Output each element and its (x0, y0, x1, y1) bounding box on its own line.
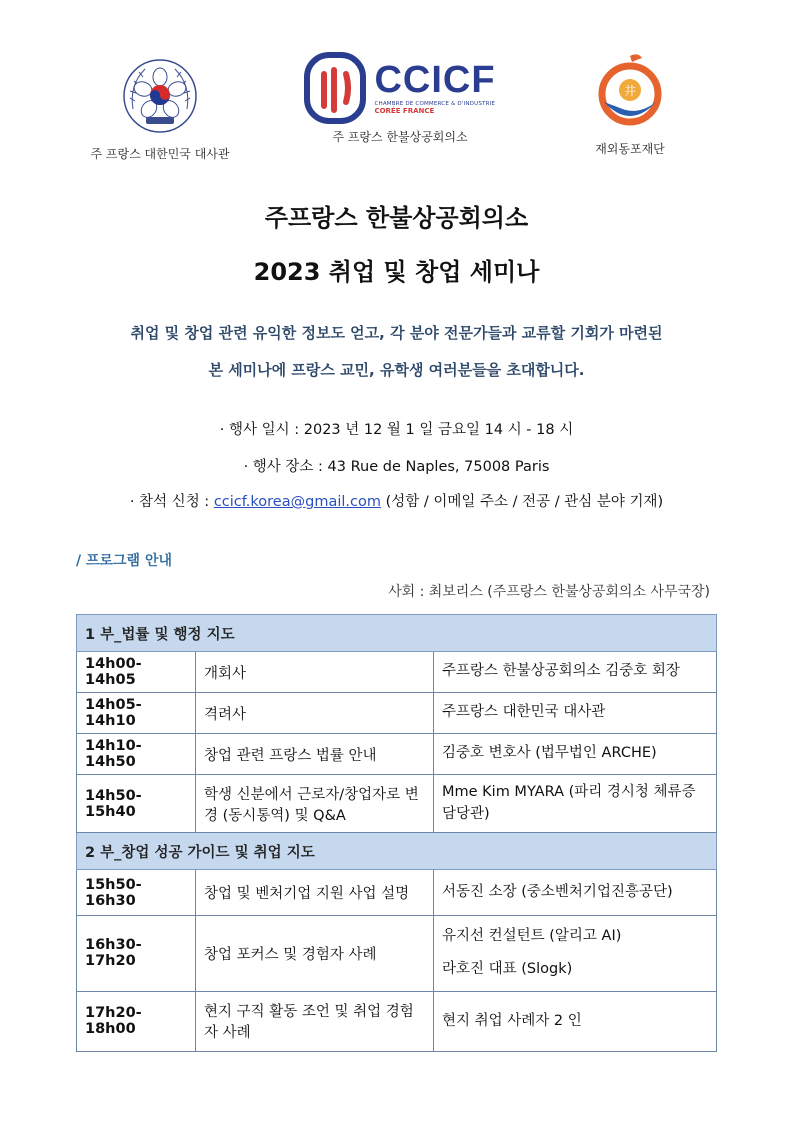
session-time: 14h00-14h05 (77, 652, 196, 693)
session-topic: 학생 신분에서 근로자/창업자로 변경 (동시통역) 및 Q&A (196, 775, 434, 833)
session-time: 15h50-16h30 (77, 870, 196, 916)
ccicf-emblem-icon (304, 52, 366, 124)
session-speaker: Mme Kim MYARA (파리 경시청 체류증 담당관) (434, 775, 717, 833)
part-header-row (77, 615, 717, 652)
session-speakers (434, 916, 717, 992)
event-place-value: 43 Rue de Naples, 75008 Paris (327, 459, 550, 475)
session-speaker: 유지선 컨설턴트 (알리고 AI) (442, 928, 622, 944)
session-topic: 현지 구직 활동 조언 및 취업 경험자 사례 (196, 991, 434, 1051)
intro-line-1: 취업 및 창업 관련 유익한 정보도 얻고, 각 분야 전문가들과 교류할 기회가 마련된 (130, 324, 663, 342)
session-topic: 창업 및 벤처기업 지원 사업 설명 (196, 870, 434, 916)
event-date (0, 418, 793, 439)
session-speaker: 주프랑스 대한민국 대사관 (434, 693, 717, 734)
ccicf-wordmark: CCICF (374, 58, 496, 101)
session-speaker: 라호진 대표 (Slogk) (442, 961, 573, 978)
okf-logo-block (560, 50, 700, 157)
event-registration (0, 490, 793, 511)
register-label: · 참석 신청 : (129, 494, 210, 510)
session-time: 17h20-18h00 (77, 991, 196, 1051)
ccicf-caption: 주 프랑스 한불상공회의소 (332, 130, 468, 144)
korea-embassy-emblem-icon (119, 55, 201, 137)
event-place-label: · 행사 장소 : (243, 459, 323, 475)
register-note: (성함 / 이메일 주소 / 전공 / 관심 분야 기재) (385, 494, 664, 510)
event-date-value: 2023 년 12 월 1 일 금요일 14 시 - 18 시 (303, 422, 574, 438)
svg-text:井: 井 (623, 84, 637, 98)
register-email-link[interactable]: ccicf.korea@gmail.com (213, 494, 381, 510)
table-row (77, 916, 717, 992)
embassy-logo-block (80, 55, 240, 162)
session-topic: 격려사 (196, 693, 434, 734)
okf-caption: 재외동포재단 (595, 142, 665, 156)
intro-line-2: 본 세미나에 프랑스 교민, 유학생 여러분들을 초대합니다. (208, 361, 585, 379)
session-time: 16h30-17h20 (77, 916, 196, 992)
table-row (77, 652, 717, 693)
table-row (77, 775, 717, 833)
session-topic: 창업 관련 프랑스 법률 안내 (196, 734, 434, 775)
page-title-line-1: 주프랑스 한불상공회의소 (264, 204, 529, 232)
table-row (77, 870, 717, 916)
event-date-label: · 행사 일시 : (219, 422, 300, 438)
session-time: 14h10-14h50 (77, 734, 196, 775)
session-speaker: 주프랑스 한불상공회의소 김중호 회장 (434, 652, 717, 693)
table-row (77, 734, 717, 775)
session-topic: 창업 포커스 및 경험자 사례 (196, 916, 434, 992)
ccicf-logo-block (290, 52, 510, 145)
session-speaker: 김중호 변호사 (법무법인 ARCHE) (434, 734, 717, 775)
session-speaker: 서동진 소장 (중소벤처기업진흥공단) (434, 870, 717, 916)
session-time: 14h50-15h40 (77, 775, 196, 833)
session-speaker: 현지 취업 사례자 2 인 (434, 991, 717, 1051)
moderator-line: 사회 : 최보리스 (주프랑스 한불상공회의소 사무국장) (388, 584, 710, 600)
table-row (77, 693, 717, 734)
page-title-line-2: 2023 취업 및 창업 세미나 (253, 258, 540, 286)
part-2-title: 2 부_창업 성공 가이드 및 취업 지도 (77, 833, 717, 870)
program-heading: / 프로그램 안내 (76, 553, 173, 569)
ccicf-subtitle-2: CORÉE FRANCE (374, 107, 435, 116)
part-header-row (77, 833, 717, 870)
session-time: 14h05-14h10 (77, 693, 196, 734)
part-1-title: 1 부_법률 및 행정 지도 (77, 615, 717, 652)
ccicf-logo (290, 52, 510, 124)
table-row (77, 991, 717, 1051)
program-table (76, 614, 717, 1052)
overseas-koreans-foundation-emblem-icon (594, 50, 666, 132)
ccicf-subtitle: CHAMBRE DE COMMERCE & D'INDUSTRIE (374, 100, 496, 107)
session-topic: 개회사 (196, 652, 434, 693)
event-place (0, 455, 793, 476)
embassy-caption: 주 프랑스 대한민국 대사관 (90, 147, 230, 161)
